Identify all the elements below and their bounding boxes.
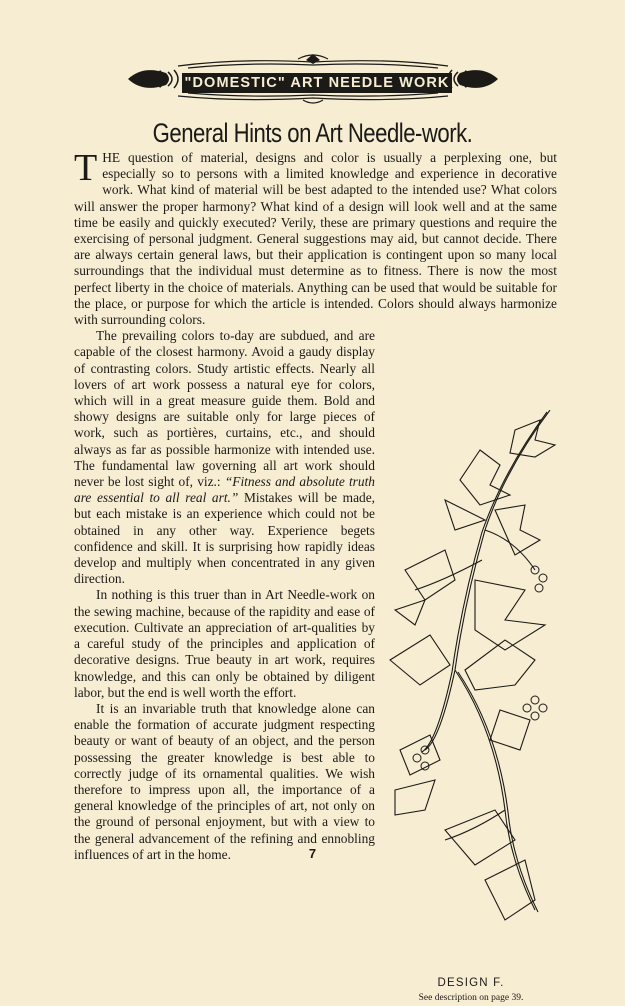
figure-caption-title: DESIGN F. <box>437 977 505 990</box>
page-number: 7 <box>308 846 317 861</box>
design-f-illustration <box>385 410 557 1004</box>
paragraph-4: It is an invariable truth that knowledge alone can enable the formation of accurate judgment respecting beauty or want of beauty of an object, and the person possessing the greater knowledge is best able to correctly judge of its ornamental qualities. We wish therefore to impress upon all, the importance of a general knowledge of the principles of art, not only on the ground of personal enjoyment, but with a view to the general advancement of the refining and ennobling influences of art in the home. <box>74 700 375 862</box>
paragraph-1 <box>74 147 557 328</box>
paragraph-2-text-a: The prevailing colors to-day are subdued, and are capable of the closest harmony. Avoid a gaudy display of contrasting colors. Study artistic effects. Nearly all lovers of art work possess a natural eye for colors, which will in a great measure guide them. Bold and showy designs are suitable only for large pieces of work, such as portières, curtains, etc., and should always as far as possible harmonize with intended use. The fundamental law governing all art work should never be lost sight of, viz.: <box>74 328 375 490</box>
paragraph-1-text: HE question of material, designs and color is usually a perplexing one, but especially so to persons with a limited knowledge and experience in decorative work. What kind of material will be best adapted to the intended use? What colors will answer the proper harmony? What kind of a design will look well and at the same time be easily and quickly executed? Verily, these are primary questions and require the exercising of personal judgment. General suggestions may aid, but cannot decide. There are always certain general laws, but their application is contingent upon so many local surroundings that the individual must determine as to fitness. There is now the most perfect liberty in the choice of materials. Anything can be used that would be suitable for the place, or purpose for which the article is intended. Colors should always harmonize with surrounding colors. <box>74 150 557 328</box>
paragraph-2-text-b: Mistakes will be made, but each mistake is an experience which could not be obtained in any other way. Experience begets confidence and skill. It is surprising how rapidly ideas develop and multiply when concentrated in any given direction. <box>74 490 376 587</box>
banner-title: "DOMESTIC" ART NEEDLE WORK <box>182 73 452 93</box>
drop-cap: T <box>74 147 98 189</box>
paragraph-2-quote: “Fitness and absolute truth are essential to all real art.” <box>74 474 375 506</box>
figure-caption-sub: See description on page 39. <box>418 993 524 1004</box>
page-title: General Hints on Art Needle-work. <box>152 118 473 148</box>
vine-illustration <box>385 410 557 970</box>
paragraph-3: In nothing is this truer than in Art Needle-work on the sewing machine, because of the rapidity and ease of execution. Cultivate an appreciation of art-qualities by a careful study of the principles and application of decorative designs. True beauty in art work, requires knowledge, and this can only be obtained by diligent labor, but the end is well worth the effort. <box>74 587 375 700</box>
article-body <box>74 147 557 1004</box>
